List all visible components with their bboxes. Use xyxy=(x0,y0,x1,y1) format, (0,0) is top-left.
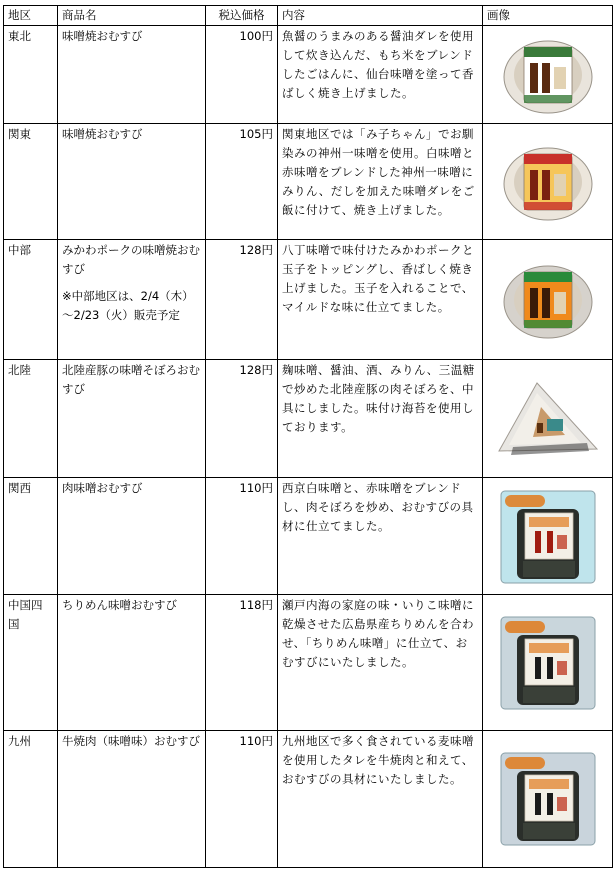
table-row xyxy=(4,478,613,595)
price-cell: 100円 xyxy=(206,26,278,124)
product-name: みかわポークの味噌焼おむすび xyxy=(62,243,200,277)
image-cell xyxy=(483,478,613,595)
product-name-cell xyxy=(58,478,206,595)
price-cell: 128円 xyxy=(206,360,278,478)
table-row xyxy=(4,26,613,124)
square-onigiri-package-image xyxy=(487,479,608,594)
description-cell: 西京白味噌と、赤味噌をブレンドし、肉そぼろを炒め、おむすびの具材に仕立てました。 xyxy=(278,478,483,595)
table-row xyxy=(4,595,613,730)
description-cell: 瀬戸内海の家庭の味・いりこ味噌に乾燥させた広島県産ちりめんを合わせ、「ちりめん味噌」に仕立て、おむすびにいたしました。 xyxy=(278,595,483,730)
square-onigiri-package-image xyxy=(487,596,608,729)
image-cell xyxy=(483,360,613,478)
header-region: 地区 xyxy=(4,6,58,26)
region-cell: 関西 xyxy=(4,478,58,595)
price-cell: 110円 xyxy=(206,730,278,867)
description-cell: 魚醤のうまみのある醤油ダレを使用して炊き込んだ、もち米をブレンドしたごはんに、仙台味噌を塗って香ばしく焼き上げました。 xyxy=(278,26,483,124)
header-name: 商品名 xyxy=(58,6,206,26)
product-name: 味噌焼おむすび xyxy=(62,29,143,43)
region-cell: 中国四国 xyxy=(4,595,58,730)
price-cell: 105円 xyxy=(206,123,278,239)
price-cell: 110円 xyxy=(206,478,278,595)
product-name-cell xyxy=(58,595,206,730)
product-name: ちりめん味噌おむすび xyxy=(62,598,177,613)
round-onigiri-package-image xyxy=(487,241,608,359)
product-name-cell xyxy=(58,360,206,478)
header-desc: 内容 xyxy=(278,6,483,26)
product-name: 味噌焼おむすび xyxy=(62,126,143,141)
product-name-cell xyxy=(58,240,206,360)
image-cell xyxy=(483,240,613,360)
table-row xyxy=(4,360,613,478)
description-cell: 麹味噌、醤油、酒、みりん、三温糖で炒めた北陸産豚の肉そぼろを、中具にしました。味付け海苔を使用しております。 xyxy=(278,360,483,478)
region-cell: 北陸 xyxy=(4,360,58,478)
round-onigiri-package-image xyxy=(487,27,608,123)
image-cell xyxy=(483,730,613,867)
description-cell: 関東地区では「み子ちゃん」でお馴染みの神州一味噌を使用。白味噌と赤味噌をブレンドした神州一味噌にみりん、だしを加えた味噌ダレをご飯に付けて、焼き上げました。 xyxy=(278,123,483,239)
table-row xyxy=(4,730,613,867)
product-table xyxy=(3,5,613,868)
product-name: 北陸産豚の味噌そぼろおむすび xyxy=(62,363,200,397)
table-row xyxy=(4,240,613,360)
price-cell: 118円 xyxy=(206,595,278,730)
image-cell xyxy=(483,123,613,239)
product-name-cell xyxy=(58,730,206,867)
region-cell: 九州 xyxy=(4,730,58,867)
product-name: 牛焼肉（味噌味）おむすび xyxy=(62,733,200,748)
region-cell: 中部 xyxy=(4,240,58,360)
description-cell: 九州地区で多く食されている麦味噌を使用したタレを牛焼肉と和えて、おむすびの具材にいたしました。 xyxy=(278,730,483,867)
product-sale-note: ※中部地区は、2/4（木）～2/23（火）販売予定 xyxy=(62,289,194,323)
header-price: 税込価格 xyxy=(206,6,278,26)
price-cell: 128円 xyxy=(206,240,278,360)
table-row xyxy=(4,123,613,239)
image-cell xyxy=(483,595,613,730)
description-cell: 八丁味噌で味付けたみかわポークと玉子をトッピングし、香ばしく焼き上げました。玉子を入れることで、マイルドな味に仕立てました。 xyxy=(278,240,483,360)
region-cell: 東北 xyxy=(4,26,58,124)
region-cell: 関東 xyxy=(4,123,58,239)
image-cell xyxy=(483,26,613,124)
header-image: 画像 xyxy=(483,6,613,26)
product-name-cell xyxy=(58,123,206,239)
triangle-onigiri-package-image xyxy=(487,361,608,477)
square-onigiri-package-image xyxy=(487,732,608,867)
product-name: 肉味噌おむすび xyxy=(62,481,143,496)
table-header-row xyxy=(4,6,613,26)
product-name-cell xyxy=(58,26,206,124)
round-onigiri-package-image xyxy=(487,125,608,239)
